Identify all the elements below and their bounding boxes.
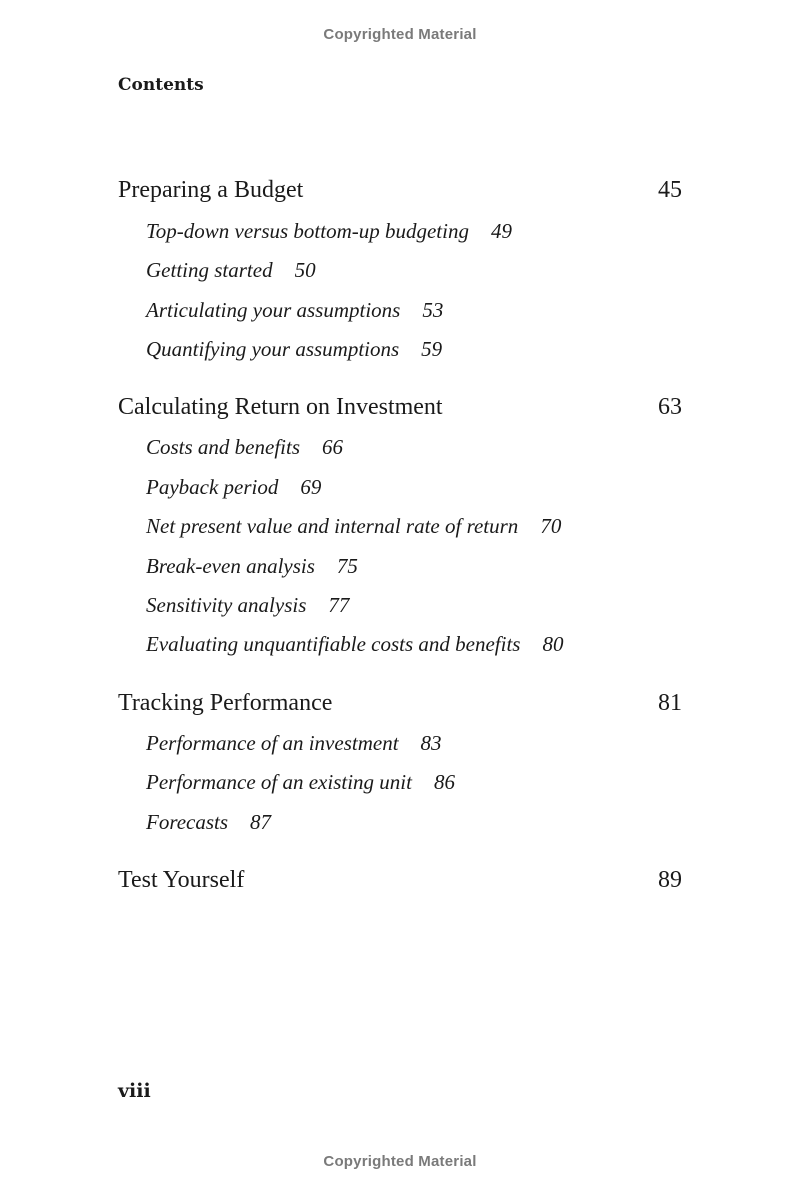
toc-subsection-title: Sensitivity analysis xyxy=(146,593,307,617)
copyright-watermark-top: Copyrighted Material xyxy=(323,26,477,43)
toc-subsection-title: Forecasts xyxy=(146,810,229,834)
toc-subsection-title: Getting started xyxy=(146,258,273,282)
toc-subsection-title: Payback period xyxy=(146,475,279,499)
toc-subsection-title: Break-even analysis xyxy=(146,554,315,578)
toc-section-page-number: 81 xyxy=(658,690,682,716)
toc-subsection[interactable] xyxy=(146,770,455,795)
toc-subsection-page-number: 70 xyxy=(540,514,562,538)
toc-subsection[interactable] xyxy=(146,258,316,283)
toc-subsection[interactable] xyxy=(146,219,512,244)
toc-subsection-page-number: 80 xyxy=(542,632,564,656)
toc-subsection[interactable] xyxy=(146,514,561,539)
toc-subsection-page-number: 50 xyxy=(294,258,316,282)
page-folio: viii xyxy=(118,1080,151,1102)
toc-subsection[interactable] xyxy=(146,337,442,362)
toc-section-page-number: 63 xyxy=(658,394,682,420)
toc-subsection-page-number: 86 xyxy=(433,770,455,794)
toc-subsection[interactable] xyxy=(146,298,443,323)
toc-subsection-page-number: 87 xyxy=(250,810,272,834)
toc-section-title[interactable]: Calculating Return on Investment xyxy=(118,394,443,420)
toc-subsection[interactable] xyxy=(146,593,349,618)
toc-section-title[interactable]: Tracking Performance xyxy=(118,690,333,716)
toc-subsection-page-number: 83 xyxy=(420,731,442,755)
toc-subsection-page-number: 53 xyxy=(422,298,444,322)
toc-subsection[interactable] xyxy=(146,632,563,657)
toc-subsection-title: Net present value and internal rate of return xyxy=(146,514,519,538)
toc-section-page-number: 89 xyxy=(658,867,682,893)
toc-subsection-page-number: 59 xyxy=(421,337,443,361)
toc-subsection-page-number: 69 xyxy=(300,475,322,499)
toc-subsection-title: Evaluating unquantifiable costs and benefits xyxy=(146,632,521,656)
toc-section-title[interactable]: Preparing a Budget xyxy=(118,177,304,203)
toc-subsection[interactable] xyxy=(146,435,343,460)
toc-subsection-title: Performance of an investment xyxy=(146,731,399,755)
toc-section-title[interactable]: Test Yourself xyxy=(118,867,245,893)
toc-subsection[interactable] xyxy=(146,554,358,579)
toc-subsection-page-number: 77 xyxy=(328,593,350,617)
contents-heading: Contents xyxy=(118,75,204,95)
toc-subsection-title: Articulating your assumptions xyxy=(146,298,401,322)
toc-subsection-page-number: 66 xyxy=(322,435,344,459)
toc-subsection-page-number: 49 xyxy=(490,219,512,243)
toc-subsection[interactable] xyxy=(146,810,271,835)
toc-section-page-number: 45 xyxy=(658,177,682,203)
copyright-watermark-bottom: Copyrighted Material xyxy=(323,1153,477,1170)
toc-subsection-title: Quantifying your assumptions xyxy=(146,337,400,361)
toc-subsection-title: Performance of an existing unit xyxy=(146,770,412,794)
toc-subsection-title: Costs and benefits xyxy=(146,435,301,459)
toc-subsection[interactable] xyxy=(146,475,321,500)
toc-subsection[interactable] xyxy=(146,731,442,756)
toc-subsection-title: Top-down versus bottom-up budgeting xyxy=(146,219,469,243)
toc-subsection-page-number: 75 xyxy=(336,554,358,578)
